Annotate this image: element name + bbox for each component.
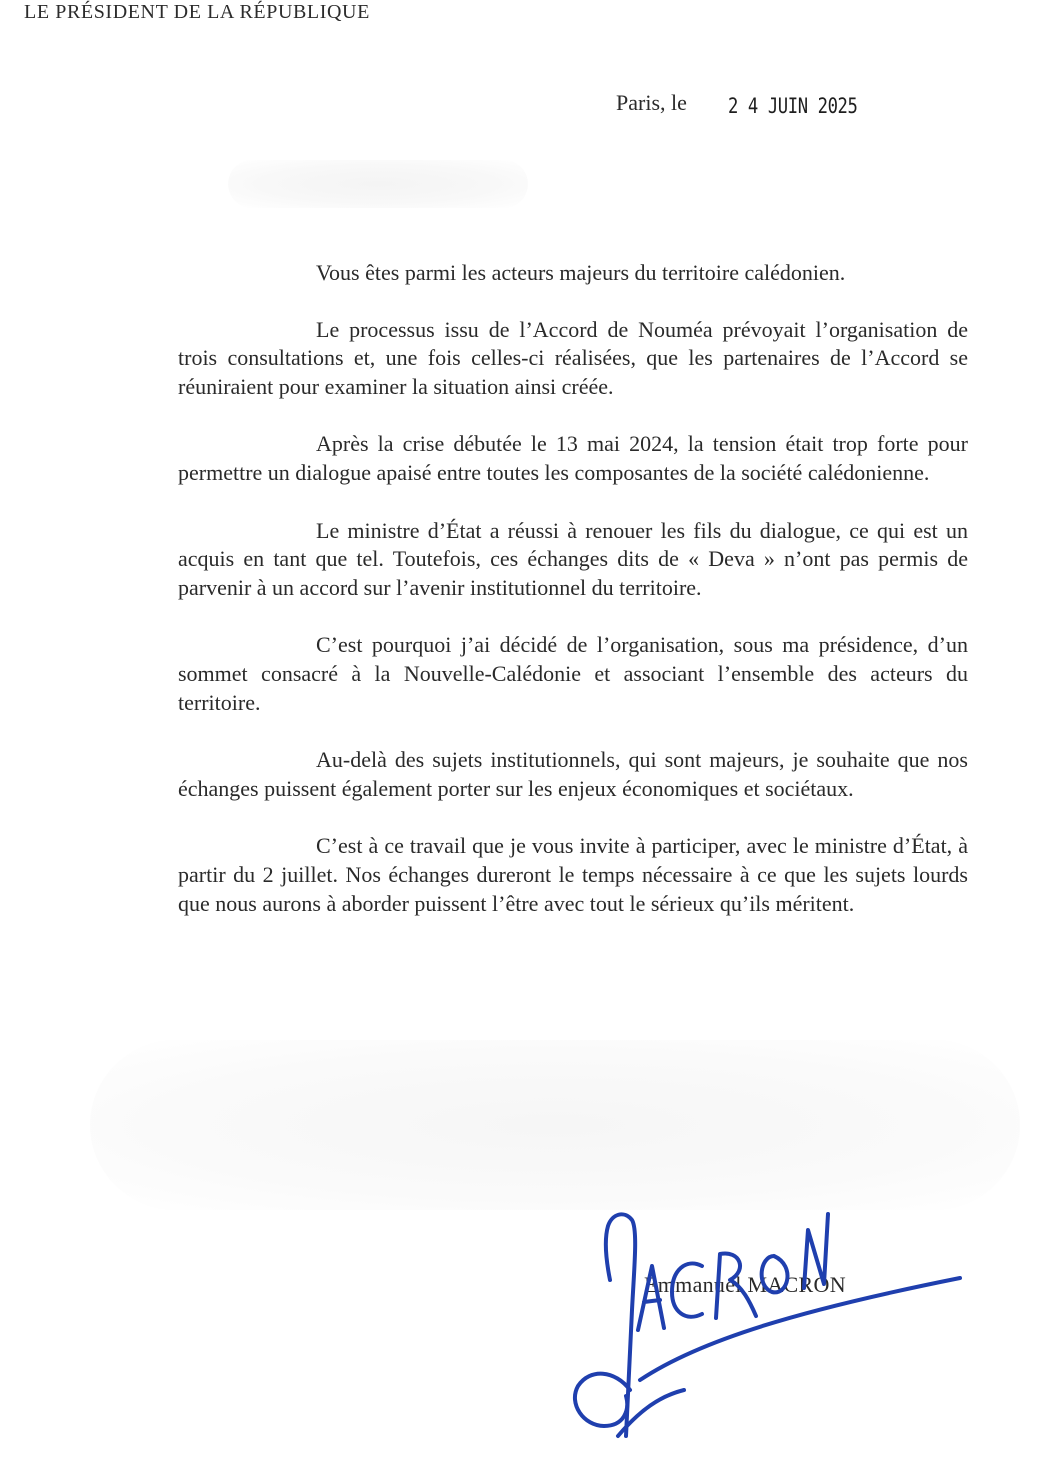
redacted-recipient-area <box>228 160 528 208</box>
letterhead-title: LE PRÉSIDENT DE LA RÉPUBLIQUE <box>24 1 370 23</box>
paragraph-3: Après la crise débutée le 13 mai 2024, la tension était trop forte pour permettre un dialogue apaisé entre toutes les composantes de la société calédonienne. <box>178 431 968 485</box>
paragraph-6: Au-delà des sujets institutionnels, qui sont majeurs, je souhaite que nos échanges puissent également porter sur les enjeux économiques et sociétaux. <box>178 747 968 801</box>
paragraph-2: Le processus issu de l’Accord de Nouméa prévoyait l’organisation de trois consultations et, une fois celles-ci réalisées, que les partenaires de l’Accord se réuniraient pour examiner la situation ainsi créée. <box>178 316 968 399</box>
date-stamp: 2 4 JUIN 2025 <box>728 94 858 118</box>
handwritten-signature <box>560 1200 980 1450</box>
redacted-closing-area <box>90 1040 1020 1210</box>
date-line <box>616 90 886 116</box>
signatory-name: Emmanuel MACRON <box>644 1272 846 1297</box>
signature-block <box>560 1200 980 1450</box>
date-place: Paris, le <box>616 90 687 115</box>
paragraph-1: Vous êtes parmi les acteurs majeurs du territoire calédonien. <box>316 260 846 285</box>
paragraph-4: Le ministre d’État a réussi à renouer les fils du dialogue, ce qui est un acquis en tant que tel. Toutefois, ces échanges dits de « Deva » n’ont pas permis de parvenir à un accord sur l’avenir institutionnel du territoire. <box>178 517 968 600</box>
paragraph-5: C’est pourquoi j’ai décidé de l’organisation, sous ma présidence, d’un sommet consacré à la Nouvelle-Calédonie et associant l’ensemble des acteurs du territoire. <box>178 632 968 715</box>
paragraph-7: C’est à ce travail que je vous invite à participer, avec le ministre d’État, à partir du 2 juillet. Nos échanges dureront le temps nécessaire à ce que les sujets lourds que nous aurons à aborder puissent l’être avec tout le sérieux qu’ils méritent. <box>178 833 968 916</box>
letter-body <box>178 259 968 947</box>
